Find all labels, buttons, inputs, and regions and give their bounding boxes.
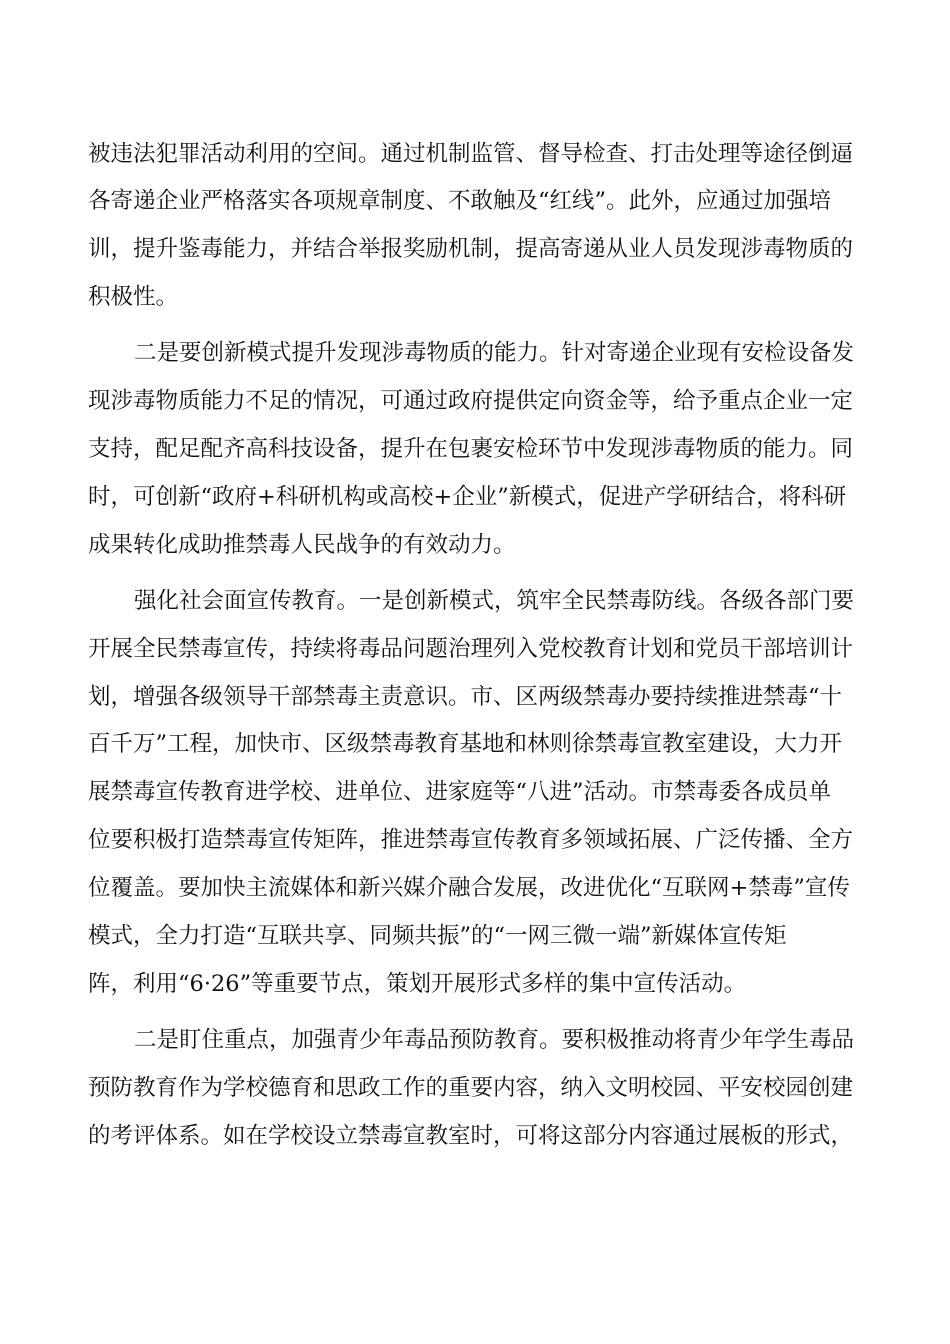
text-line: 位覆盖。要加快主流媒体和新兴媒介融合发展，改进优化“互联网+禁毒”宣传 — [88, 875, 850, 901]
text-line: 各寄递企业严格落实各项规章制度、不敢触及“红线”。此外，应通过加强培 — [88, 188, 832, 214]
text-line: 被违法犯罪活动利用的空间。通过机制监管、督导检查、打击处理等途径倒逼 — [88, 141, 854, 167]
text-line: 时，可创新“政府+科研机构或高校+企业”新模式，促进产学研结合，将科研 — [88, 484, 847, 510]
text-line: 训，提升鉴毒能力，并结合举报奖励机制，提高寄递从业人员发现涉毒物质的 — [88, 236, 854, 262]
text-line: 的考评体系。如在学校设立禁毒宣教室时，可将这部分内容通过展板的形式， — [88, 1123, 854, 1149]
text-line: 百千万”工程，加快市、区级禁毒教育基地和林则徐禁毒宣教室建设，大力开 — [88, 731, 843, 757]
text-line: 展禁毒宣传教育进学校、进单位、进家庭等“八进”活动。市禁毒委各成员单 — [88, 779, 832, 805]
text-line: 成果转化成助推禁毒人民战争的有效动力。 — [88, 532, 516, 558]
text-line: 阵，利用“6·26”等重要节点，策划开展形式多样的集中宣传活动。 — [88, 971, 747, 997]
paragraph-first-line: 强化社会面宣传教育。一是创新模式，筑牢全民禁毒防线。各级各部门要 — [134, 588, 855, 614]
text-line: 现涉毒物质能力不足的情况，可通过政府提供定向资金等，给予重点企业一定 — [88, 388, 854, 414]
text-line: 模式，全力打造“互联共享、同频共振”的“一网三微一端”新媒体宣传矩 — [88, 923, 787, 949]
text-line: 位要积极打造禁毒宣传矩阵，推进禁毒宣传教育多领域拓展、广泛传播、全方 — [88, 827, 854, 853]
text-line: 划，增强各级领导干部禁毒主责意识。市、区两级禁毒办要持续推进禁毒“十 — [88, 684, 843, 710]
text-line: 支持，配足配齐高科技设备，提升在包裹安检环节中发现涉毒物质的能力。同 — [88, 436, 854, 462]
paragraph-first-line: 二是要创新模式提升发现涉毒物质的能力。针对寄递企业现有安检设备发 — [134, 340, 855, 366]
text-line: 预防教育作为学校德育和思政工作的重要内容，纳入文明校园、平安校园创建 — [88, 1075, 854, 1101]
text-line: 积极性。 — [88, 284, 179, 310]
paragraph-first-line: 二是盯住重点，加强青少年毒品预防教育。要积极推动将青少年学生毒品 — [134, 1027, 855, 1053]
text-line: 开展全民禁毒宣传，持续将毒品问题治理列入党校教育计划和党员干部培训计 — [88, 636, 854, 662]
